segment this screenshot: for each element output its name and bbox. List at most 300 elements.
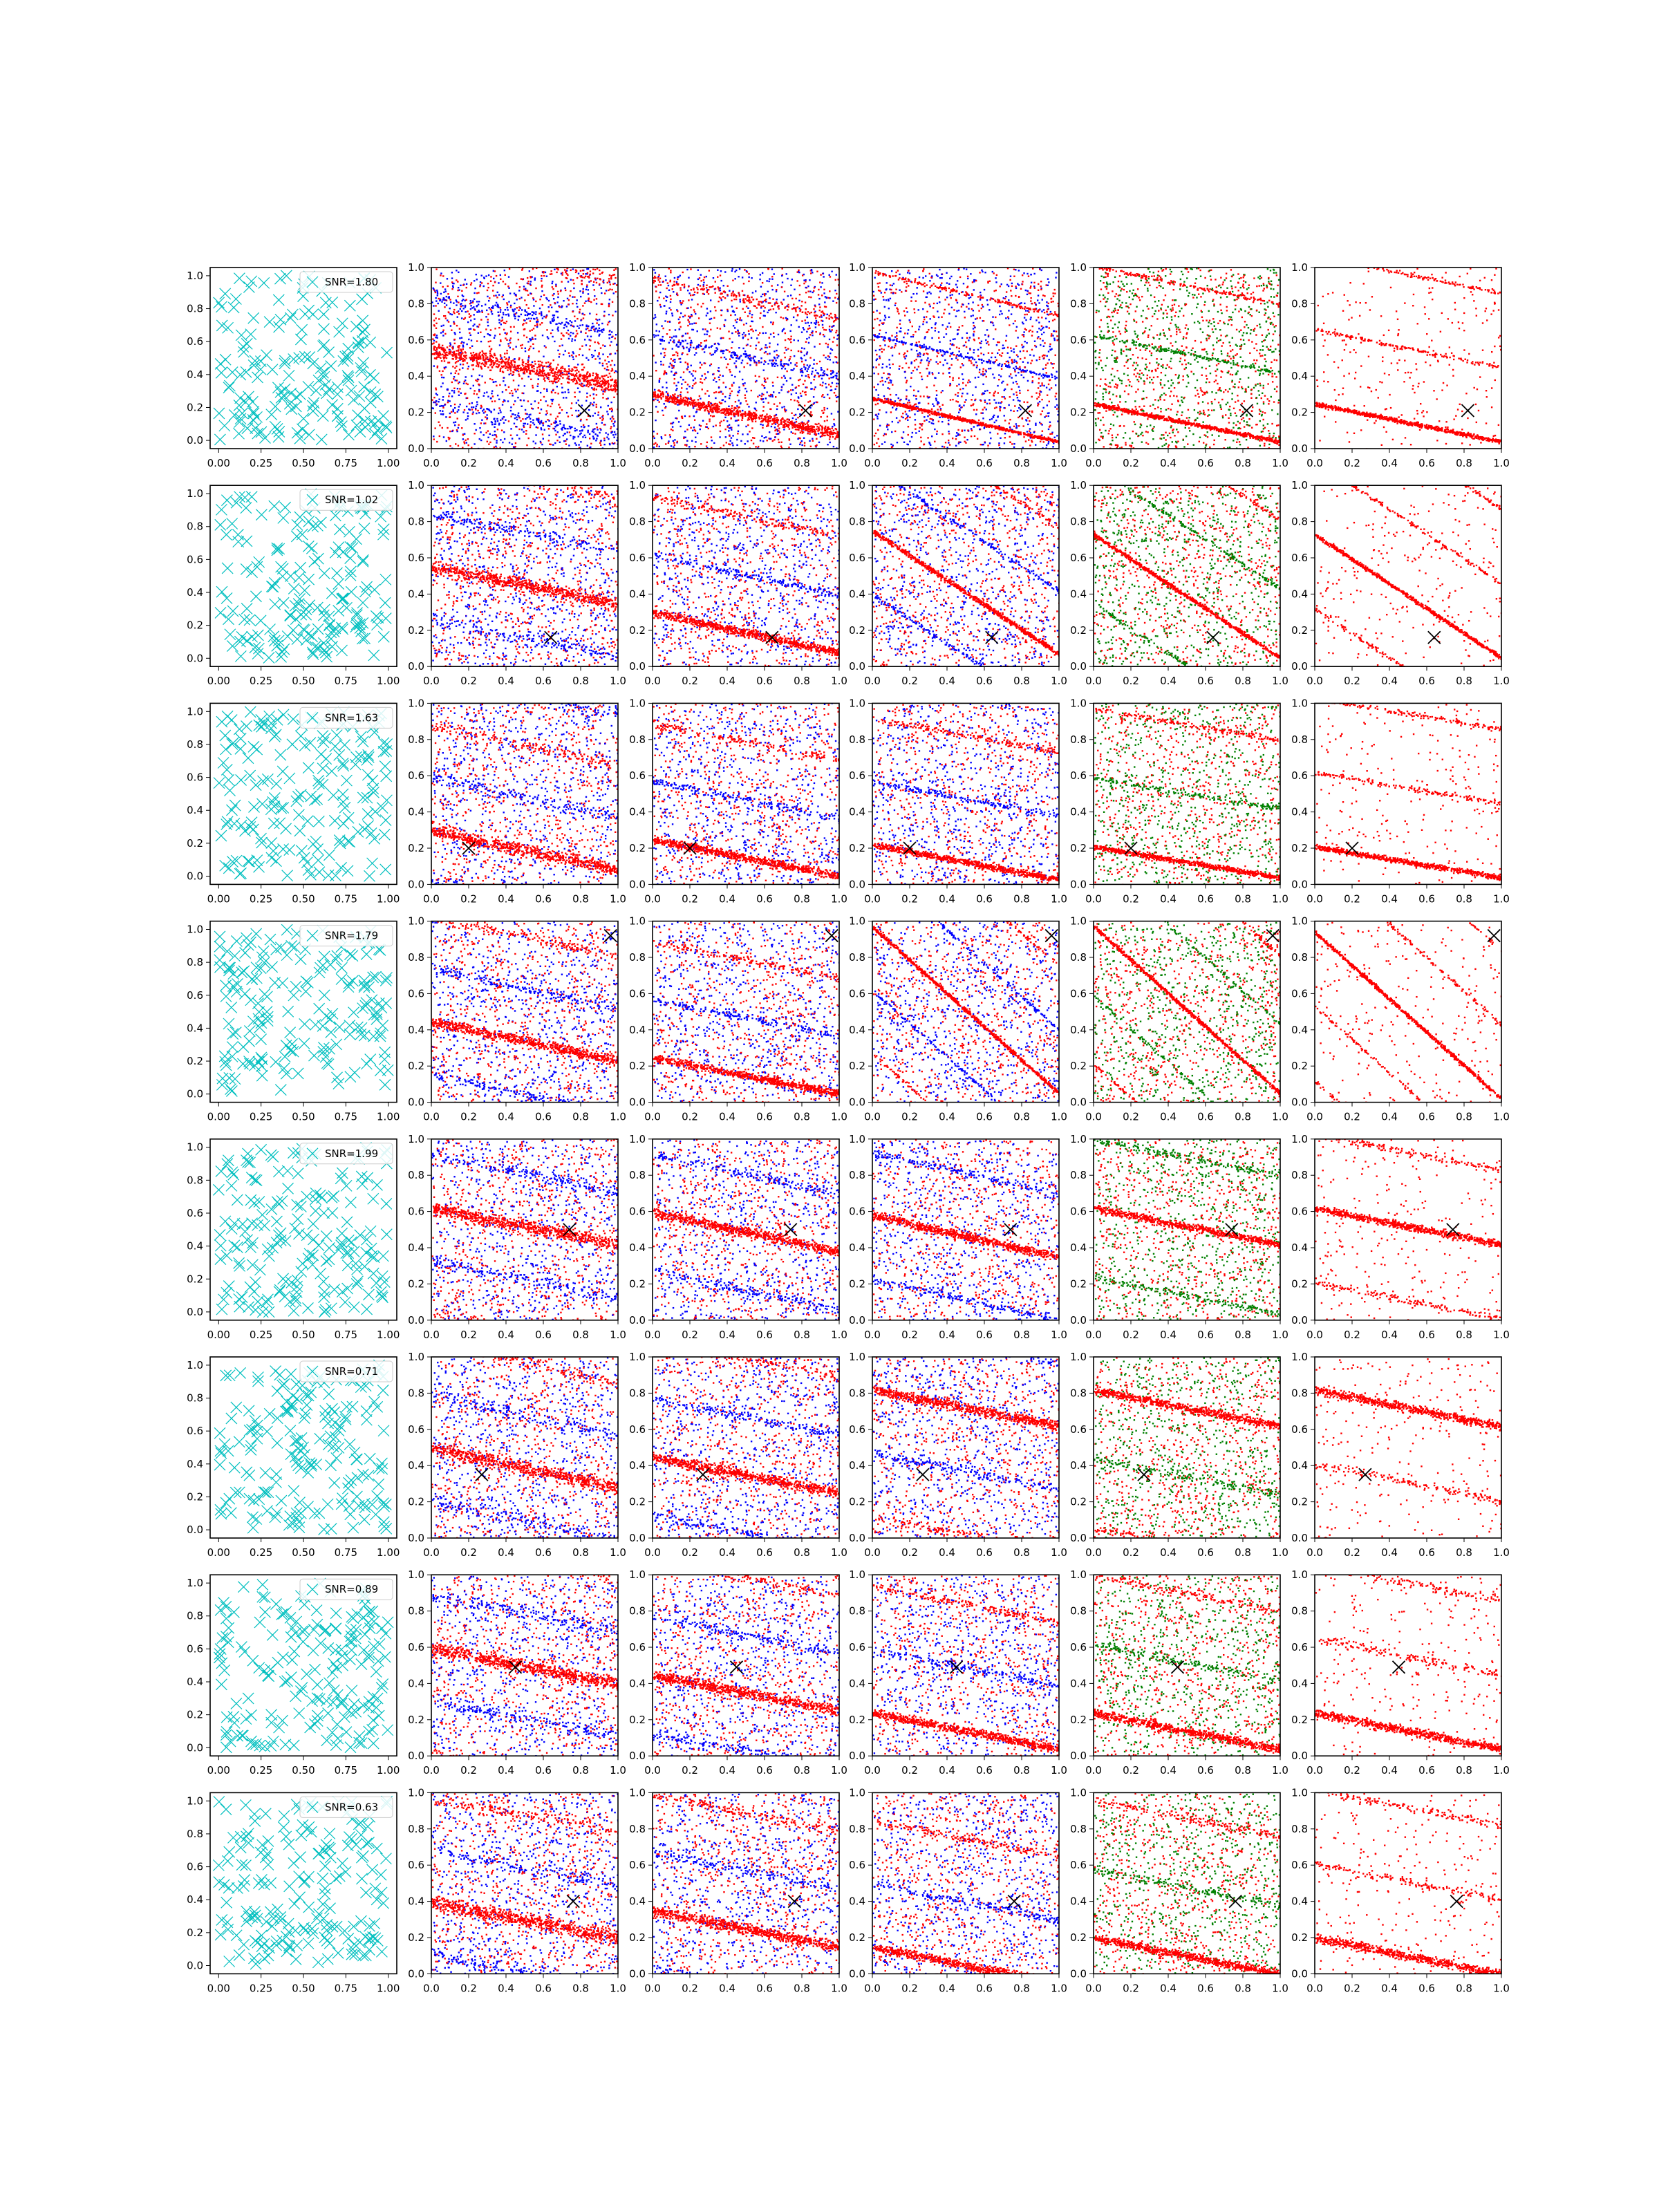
band-point [499, 522, 500, 523]
data-point [483, 395, 485, 397]
data-point [674, 444, 675, 446]
data-point [476, 274, 477, 275]
subplot-r1-c3 [629, 159, 847, 612]
band-point [600, 440, 601, 441]
band-point [478, 359, 479, 360]
data-point [552, 444, 554, 445]
data-point [598, 411, 599, 413]
data-point [775, 312, 776, 313]
data-point [597, 355, 599, 357]
data-point [585, 400, 587, 402]
band-point [537, 525, 538, 527]
data-point [472, 413, 474, 415]
data-point [720, 280, 722, 281]
data-point [813, 379, 814, 380]
band-point [500, 260, 501, 261]
band-point [579, 384, 580, 385]
data-point [462, 305, 463, 306]
band-point [544, 373, 545, 374]
band-point [474, 308, 476, 310]
band-point [446, 149, 447, 151]
data-point [678, 319, 679, 320]
data-point [833, 423, 834, 424]
cyan-x-marker [357, 315, 368, 326]
data-point [521, 347, 523, 348]
band-point [579, 325, 581, 326]
data-point [690, 427, 691, 429]
data-point [498, 322, 500, 324]
data-point [613, 397, 615, 398]
data-point [457, 296, 458, 297]
data-point [662, 364, 664, 366]
data-point [615, 353, 616, 354]
band-point [568, 376, 569, 377]
band-point [524, 158, 525, 159]
band-point [559, 374, 561, 375]
data-point [657, 433, 658, 434]
band-point [587, 371, 588, 373]
data-point [780, 445, 782, 447]
data-point [529, 339, 531, 341]
data-point [593, 397, 594, 399]
data-point [489, 308, 491, 310]
band-point [568, 483, 569, 485]
data-point [759, 279, 760, 280]
band-point [588, 229, 589, 231]
data-point [610, 428, 611, 429]
band-point [556, 218, 558, 219]
data-point [688, 277, 689, 279]
band-point [448, 139, 449, 140]
band-point [500, 155, 501, 156]
band-point [596, 282, 597, 283]
band-point [457, 150, 458, 151]
data-point [485, 422, 486, 424]
data-point [471, 409, 473, 410]
data-point [720, 290, 721, 291]
data-point [669, 434, 671, 435]
band-point [798, 595, 799, 597]
band-point [529, 414, 530, 415]
band-point [487, 516, 489, 518]
data-point [672, 348, 673, 349]
data-point [536, 323, 538, 324]
data-point [771, 276, 773, 277]
band-point [588, 386, 589, 387]
data-point [590, 345, 591, 346]
band-point [467, 415, 469, 417]
data-point [526, 337, 527, 338]
data-point [823, 289, 825, 290]
data-point [463, 342, 465, 344]
band-point [699, 584, 700, 585]
band-point [833, 610, 834, 612]
data-point [722, 382, 724, 383]
band-point [537, 419, 538, 420]
cyan-x-marker [353, 337, 364, 348]
band-point [612, 179, 613, 180]
data-point [462, 344, 464, 346]
data-point [714, 344, 715, 345]
data-point [535, 301, 536, 302]
data-point [498, 327, 500, 328]
data-point [733, 325, 734, 326]
data-point [684, 382, 686, 383]
data-point [503, 377, 505, 378]
data-point [738, 335, 740, 336]
data-point [679, 321, 680, 323]
band-point [536, 321, 537, 323]
band-point [444, 201, 445, 203]
band-point [525, 470, 527, 471]
band-point [574, 370, 576, 371]
band-point [603, 226, 604, 227]
data-point [435, 341, 437, 342]
data-point [768, 310, 769, 311]
data-point [687, 364, 688, 365]
band-point [601, 389, 602, 391]
data-point [472, 301, 474, 303]
cyan-x-marker [274, 426, 285, 437]
band-point [737, 587, 738, 588]
band-point [608, 541, 610, 542]
data-point [796, 386, 797, 388]
data-point [615, 337, 616, 339]
band-point [444, 348, 445, 350]
band-point [599, 386, 601, 387]
band-point [488, 516, 489, 518]
data-point [612, 443, 614, 444]
band-point [543, 378, 545, 379]
x-tick-label: 0.4 [498, 457, 514, 469]
data-point [478, 292, 479, 293]
band-point [738, 585, 740, 587]
data-point [738, 347, 740, 348]
band-point [608, 170, 609, 171]
band-point [599, 330, 600, 331]
data-point [508, 345, 509, 346]
band-point [593, 438, 594, 439]
data-point [580, 331, 581, 332]
data-point [666, 382, 667, 383]
band-point [538, 375, 540, 376]
band-point [495, 421, 496, 422]
band-point [442, 354, 443, 355]
band-point [595, 373, 597, 374]
data-point [609, 353, 610, 355]
data-point [821, 395, 823, 397]
data-point [521, 406, 523, 407]
band-point [598, 540, 599, 541]
data-point [825, 329, 827, 330]
band-point [599, 273, 601, 274]
data-point [543, 396, 545, 397]
data-point [529, 348, 530, 349]
band-point [606, 436, 608, 438]
band-point [532, 527, 534, 529]
band-point [592, 375, 593, 376]
data-point [453, 378, 454, 379]
data-point [552, 283, 553, 284]
band-point [615, 388, 616, 389]
data-point [677, 355, 678, 356]
band-point [606, 381, 607, 382]
data-point [701, 306, 702, 307]
data-point [516, 299, 517, 300]
data-point [786, 419, 787, 420]
data-point [655, 272, 656, 273]
data-point [500, 324, 502, 325]
y-tick-label: 0.2 [408, 406, 424, 419]
cyan-x-marker [344, 300, 355, 311]
band-point [594, 539, 596, 541]
band-point [612, 379, 613, 380]
band-point [476, 515, 477, 516]
band-point [498, 364, 500, 365]
data-point [496, 297, 498, 298]
data-point [694, 429, 695, 431]
band-point [749, 587, 750, 588]
data-point [522, 344, 523, 346]
band-point [602, 375, 603, 377]
data-point [608, 405, 609, 406]
band-point [494, 363, 495, 364]
band-point [739, 585, 740, 586]
data-point [738, 386, 740, 388]
cyan-x-marker [381, 422, 392, 433]
band-point [604, 234, 606, 235]
band-point [451, 195, 452, 196]
data-point [592, 284, 594, 285]
band-point [567, 431, 568, 433]
data-point [796, 362, 797, 364]
data-point [830, 442, 831, 443]
data-point [804, 442, 805, 443]
data-point [666, 300, 667, 301]
data-point [459, 337, 460, 339]
data-point [561, 392, 563, 393]
band-point [458, 522, 459, 523]
data-point [602, 391, 603, 392]
band-point [557, 470, 559, 471]
data-point [655, 370, 657, 371]
band-point [568, 536, 569, 537]
band-point [558, 217, 559, 218]
data-point [445, 317, 447, 319]
data-point [824, 409, 825, 411]
band-point [514, 256, 516, 258]
band-point [671, 570, 672, 571]
data-point [527, 283, 529, 284]
data-point [832, 382, 833, 384]
data-point [694, 354, 695, 355]
band-point [451, 395, 453, 397]
data-point [739, 319, 740, 321]
data-point [541, 311, 542, 312]
data-point [491, 424, 493, 425]
data-point [763, 385, 765, 386]
data-point [579, 311, 580, 312]
band-point [601, 480, 603, 481]
data-point [658, 274, 659, 275]
data-point [819, 333, 821, 335]
data-point [494, 328, 496, 329]
band-point [543, 263, 545, 265]
data-point [742, 334, 743, 335]
band-point [442, 191, 444, 192]
data-point [726, 442, 727, 443]
data-point [728, 406, 729, 407]
data-point [780, 359, 782, 360]
data-point [735, 319, 736, 321]
data-point [655, 290, 657, 292]
band-point [530, 379, 532, 380]
band-point [550, 322, 552, 324]
band-point [534, 424, 535, 425]
data-point [690, 307, 691, 308]
band-point [591, 327, 592, 328]
data-point [830, 386, 832, 387]
band-point [518, 373, 519, 375]
cyan-x-marker [227, 367, 238, 378]
band-point [832, 606, 834, 607]
data-point [579, 290, 581, 292]
data-point [666, 387, 667, 388]
data-point [691, 387, 693, 388]
data-point [505, 274, 506, 276]
data-point [698, 317, 700, 319]
data-point [564, 288, 565, 289]
data-point [491, 313, 493, 315]
data-point [487, 430, 489, 431]
data-point [737, 319, 738, 320]
band-point [579, 375, 581, 377]
data-point [506, 339, 507, 341]
band-point [445, 245, 447, 246]
data-point [489, 442, 491, 443]
data-point [525, 348, 526, 349]
band-point [675, 571, 676, 572]
band-point [514, 366, 516, 368]
band-point [467, 246, 468, 247]
band-point [545, 421, 547, 422]
band-point [541, 365, 542, 366]
data-point [527, 376, 529, 377]
data-point [570, 270, 571, 271]
data-point [590, 402, 591, 404]
data-point [808, 296, 809, 297]
data-point [821, 294, 823, 296]
band-point [433, 348, 435, 349]
data-point [722, 393, 723, 395]
data-point [769, 346, 770, 348]
data-point [743, 332, 744, 333]
data-point [470, 388, 471, 389]
band-point [465, 306, 466, 308]
band-point [572, 373, 574, 375]
band-point [521, 528, 522, 529]
data-point [541, 322, 543, 324]
cyan-x-marker [357, 327, 368, 338]
data-point [561, 409, 563, 411]
band-point [507, 313, 509, 315]
data-point [805, 375, 807, 377]
band-point [593, 431, 594, 433]
band-point [554, 165, 555, 167]
band-point [432, 234, 433, 236]
band-point [738, 588, 739, 590]
data-point [801, 361, 803, 362]
data-point [492, 435, 494, 436]
data-point [614, 372, 615, 373]
band-point [520, 213, 521, 214]
cyan-x-marker [275, 314, 286, 325]
data-point [801, 347, 803, 348]
data-point [455, 373, 456, 374]
band-point [593, 389, 594, 391]
band-point [458, 146, 459, 147]
data-point [810, 297, 812, 298]
data-point [615, 311, 616, 312]
cyan-x-marker [220, 288, 231, 299]
cyan-x-marker [382, 347, 393, 358]
band-point [595, 379, 597, 381]
band-point [538, 422, 539, 423]
data-point [788, 447, 789, 448]
band-point [582, 270, 583, 271]
band-point [473, 406, 474, 408]
data-point [480, 440, 482, 441]
data-point [715, 310, 716, 311]
band-point [499, 409, 500, 411]
band-point [596, 388, 597, 390]
band-point [502, 252, 503, 254]
data-point [572, 438, 574, 439]
band-point [755, 594, 756, 595]
band-point [487, 418, 488, 419]
data-point [596, 298, 597, 299]
data-point [611, 368, 612, 369]
data-point [592, 415, 594, 416]
data-point [449, 342, 451, 344]
data-point [732, 280, 733, 281]
data-point [747, 363, 748, 364]
data-point [602, 393, 603, 395]
band-point [565, 428, 566, 429]
band-point [455, 199, 456, 200]
band-point [785, 595, 787, 597]
data-point [453, 390, 455, 391]
band-point [493, 466, 494, 467]
data-point [751, 317, 752, 318]
band-point [600, 226, 601, 227]
data-point [771, 395, 773, 396]
band-point [552, 482, 553, 483]
band-point [494, 204, 496, 205]
band-point [549, 369, 550, 371]
data-point [498, 424, 500, 425]
data-point [688, 337, 690, 339]
data-point [836, 386, 837, 387]
data-point [679, 426, 681, 427]
data-point [705, 377, 706, 378]
band-point [580, 441, 581, 442]
band-point [568, 478, 569, 479]
data-point [654, 389, 655, 391]
band-point [603, 221, 604, 223]
band-point [565, 321, 567, 323]
data-point [608, 290, 609, 291]
